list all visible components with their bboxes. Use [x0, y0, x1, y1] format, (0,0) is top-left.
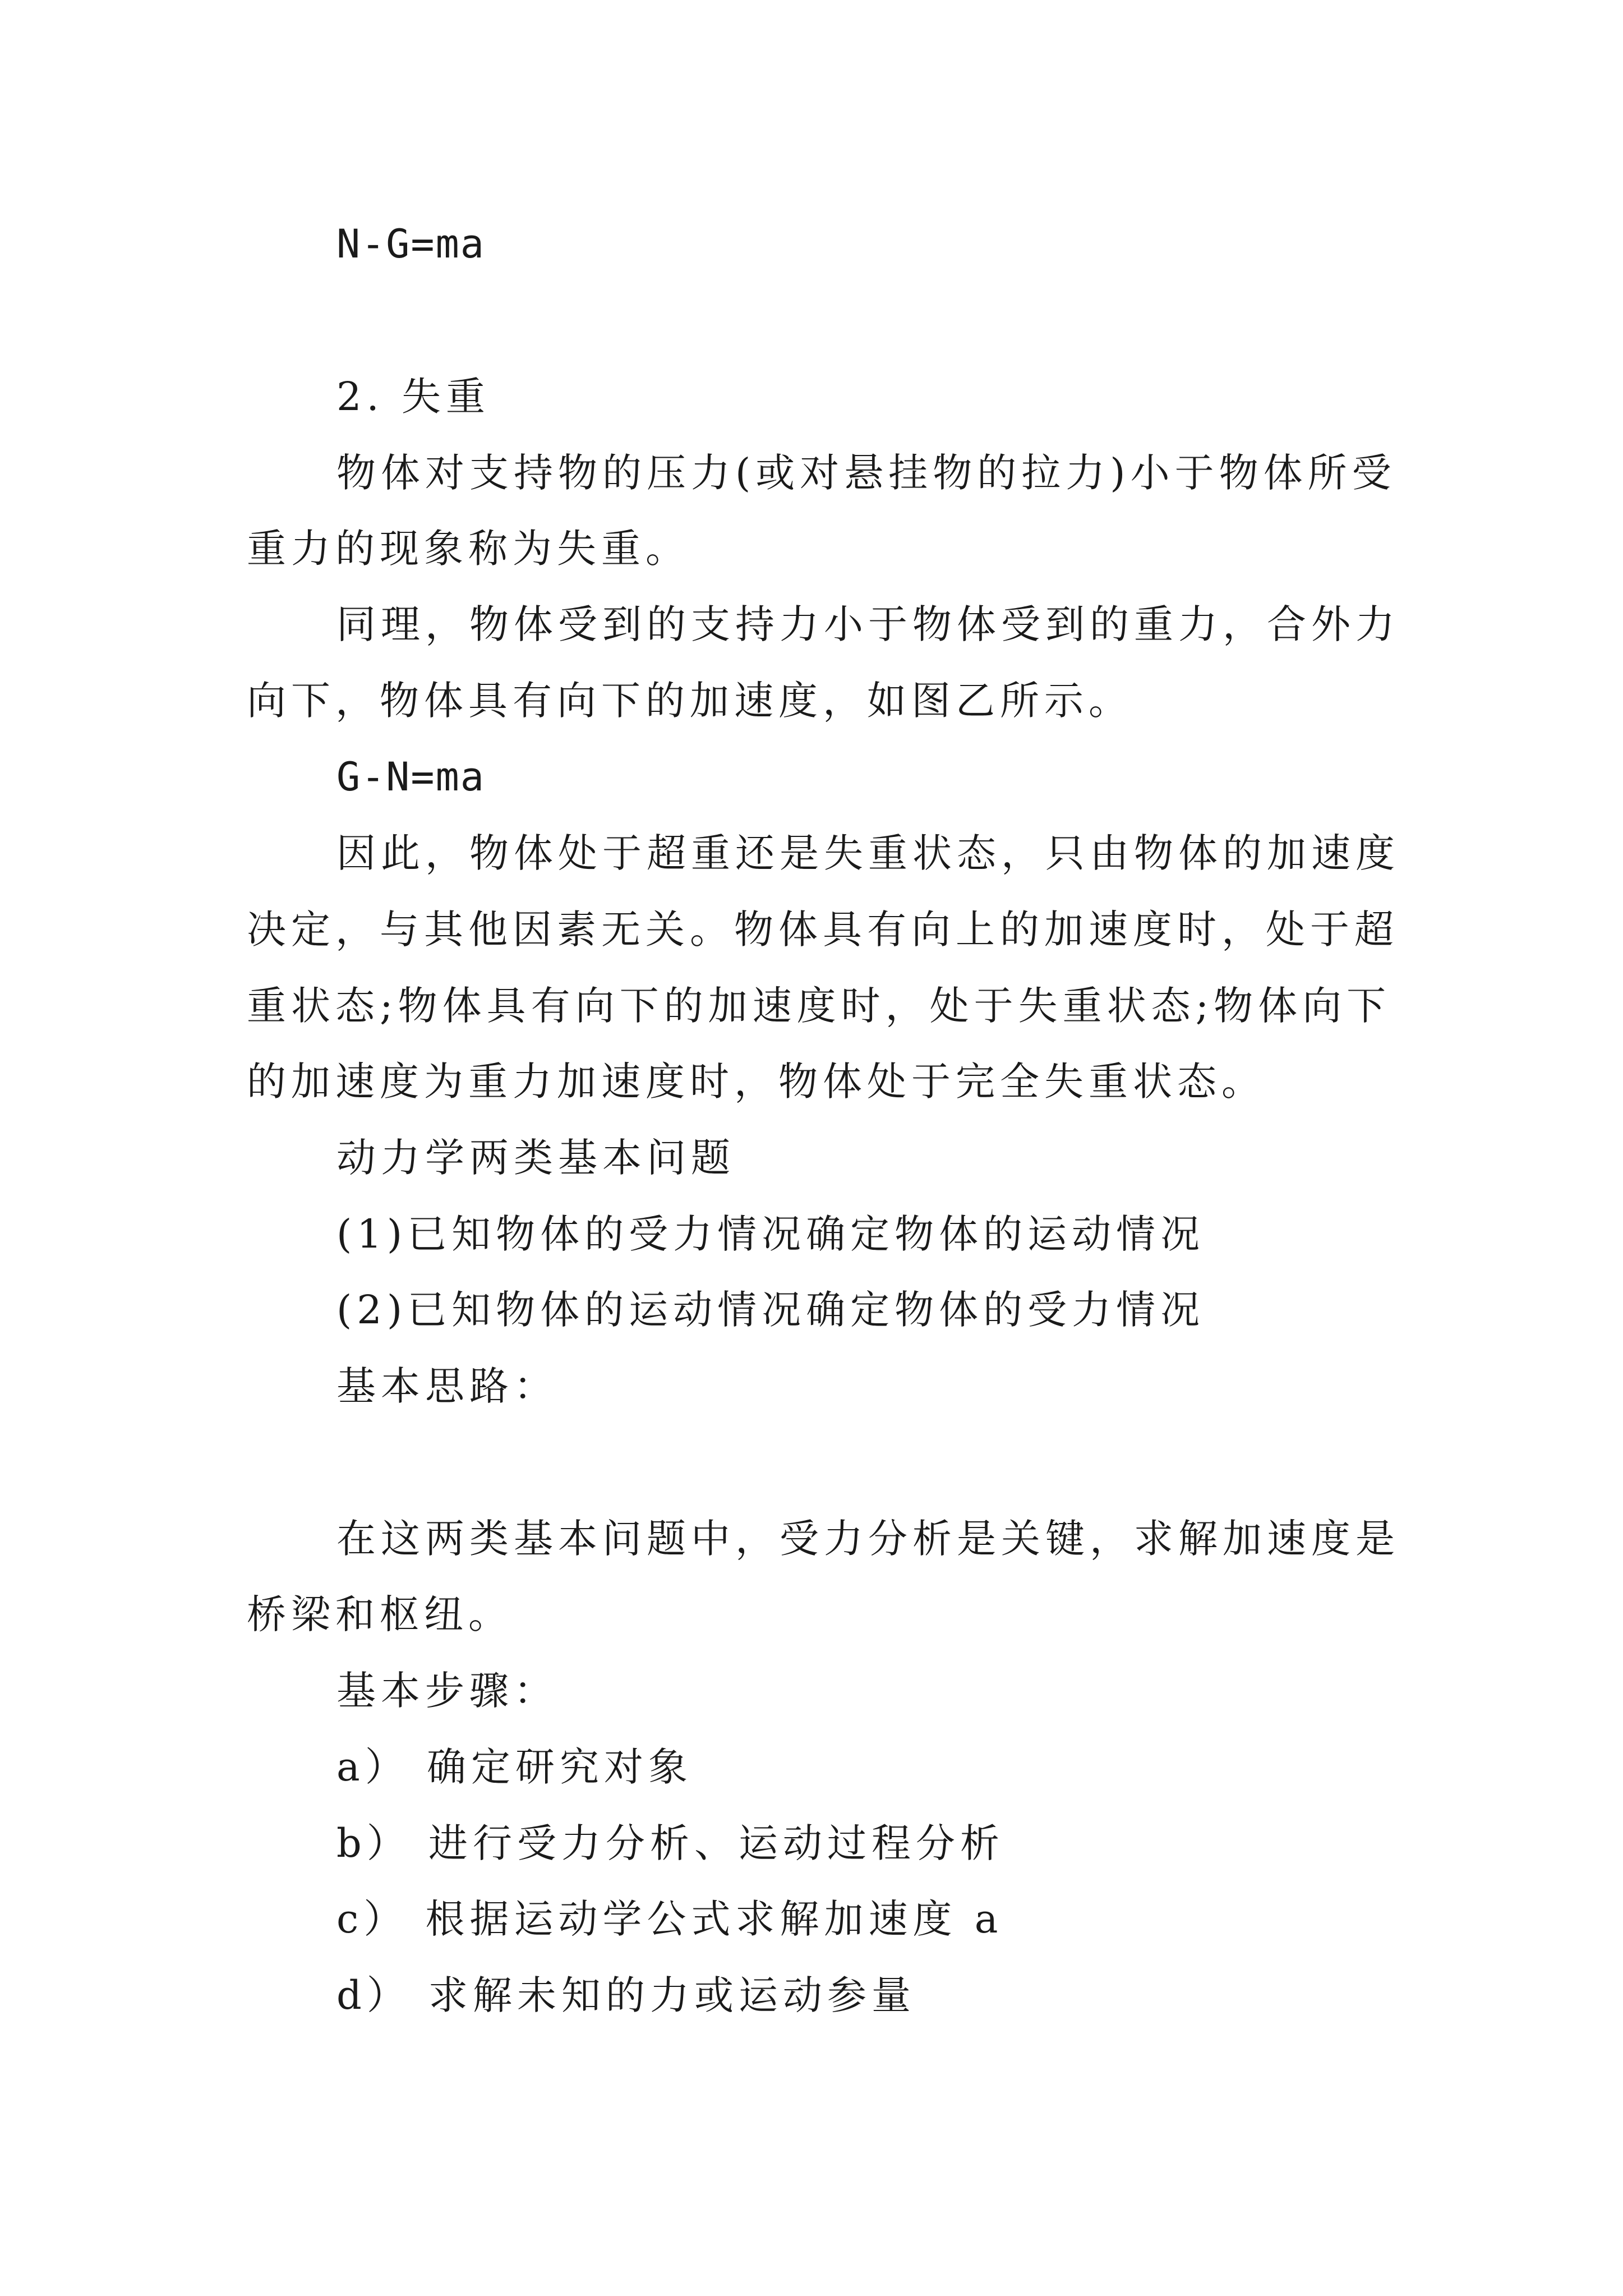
paragraph-line: 向下，物体具有向下的加速度，如图乙所示。	[247, 678, 1133, 724]
section-heading-steps: 基本步骤：	[336, 1668, 558, 1714]
equation-weightlessness: G-N=ma	[336, 754, 485, 800]
paragraph-line: 因此，物体处于超重还是失重状态，只由物体的加速度	[336, 830, 1400, 876]
section-heading-approach: 基本思路：	[336, 1363, 558, 1409]
paragraph-line: 决定，与其他因素无关。物体具有向上的加速度时，处于超	[247, 907, 1399, 953]
list-item: (2)已知物体的运动情况确定物体的受力情况	[336, 1287, 1205, 1333]
paragraph-line: 的加速度为重力加速度时，物体处于完全失重状态。	[247, 1059, 1266, 1105]
paragraph-line: 重力的现象称为失重。	[247, 526, 690, 572]
list-item: b） 进行受力分析、运动过程分析	[336, 1820, 1005, 1866]
paragraph-line: 桥梁和枢纽。	[247, 1591, 513, 1637]
paragraph-line: 同理，物体受到的支持力小于物体受到的重力，合外力	[336, 601, 1400, 647]
list-item: d） 求解未知的力或运动参量	[336, 1972, 916, 2018]
list-item: a） 确定研究对象	[336, 1744, 693, 1790]
section-heading-dynamics: 动力学两类基本问题	[336, 1135, 735, 1181]
equation-overweight: N-G=ma	[336, 221, 485, 267]
paragraph-line: 重状态;物体具有向下的加速度时，处于失重状态;物体向下	[247, 983, 1391, 1029]
list-item: (1)已知物体的受力情况确定物体的运动情况	[336, 1211, 1205, 1257]
list-item: c） 根据运动学公式求解加速度 a	[336, 1896, 1003, 1942]
paragraph-line: 在这两类基本问题中，受力分析是关键，求解加速度是	[336, 1516, 1400, 1562]
section-heading-weightlessness: 2. 失重	[336, 374, 491, 420]
paragraph-line: 物体对支持物的压力(或对悬挂物的拉力)小于物体所受	[336, 450, 1396, 496]
